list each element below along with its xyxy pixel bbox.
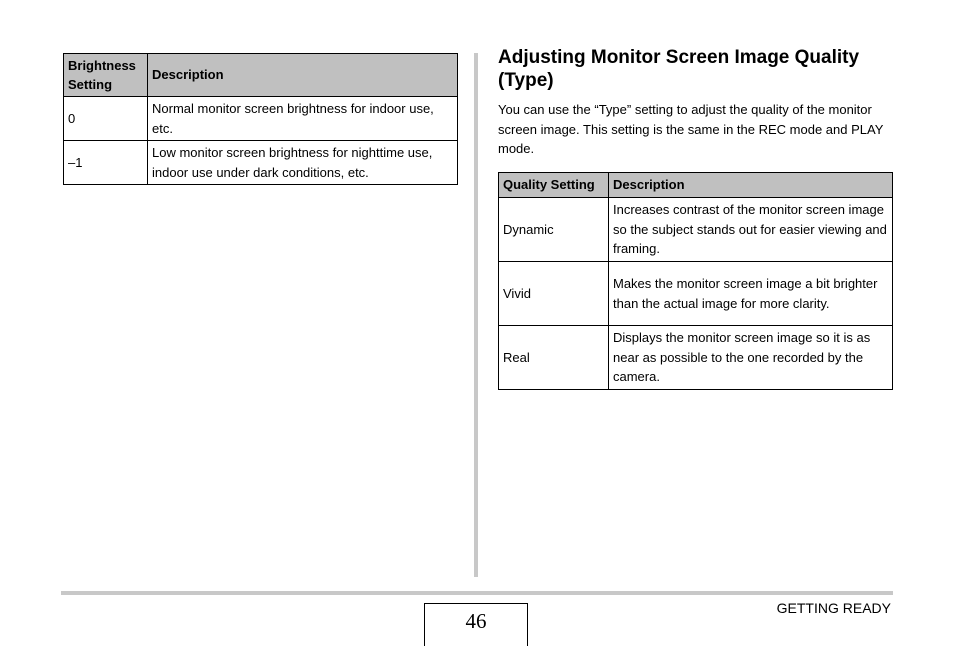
- section-title: Adjusting Monitor Screen Image Quality (Type): [498, 47, 860, 91]
- quality-setting-cell: Vivid: [499, 262, 609, 326]
- column-header-quality-setting: Quality Setting: [499, 173, 609, 198]
- table-row: [64, 141, 458, 185]
- chapter-label: GETTING READY: [776, 600, 891, 616]
- column-header-brightness-setting: Brightness Setting: [64, 54, 148, 97]
- table-row: [64, 97, 458, 141]
- table-header-row: [64, 54, 458, 97]
- page-number-box: [424, 603, 528, 646]
- column-divider: [474, 53, 478, 577]
- table-header-row: [499, 173, 893, 198]
- description-cell: Low monitor screen brightness for nighttime use, indoor use under dark conditions, etc.: [148, 141, 458, 185]
- quality-table: [498, 172, 893, 390]
- footer-rule: [61, 591, 893, 595]
- description-cell: Displays the monitor screen image so it is as near as possible to the one recorded by the camera.: [609, 326, 893, 390]
- page-number: 46: [465, 609, 487, 633]
- table-row: [499, 326, 893, 390]
- brightness-table: [63, 53, 458, 185]
- description-cell: Increases contrast of the monitor screen image so the subject stands out for easier viewing and framing.: [609, 198, 893, 262]
- brightness-setting-cell: –1: [64, 141, 148, 185]
- column-header-description: Description: [148, 54, 458, 97]
- table-row: [499, 262, 893, 326]
- description-cell: Normal monitor screen brightness for indoor use, etc.: [148, 97, 458, 141]
- description-cell: Makes the monitor screen image a bit brighter than the actual image for more clarity.: [609, 262, 893, 326]
- quality-setting-cell: Dynamic: [499, 198, 609, 262]
- intro-paragraph: You can use the “Type” setting to adjust the quality of the monitor screen image. This setting is the same in the REC mode and PLAY mode.: [498, 102, 884, 156]
- column-header-description: Description: [609, 173, 893, 198]
- table-row: [499, 198, 893, 262]
- brightness-setting-cell: 0: [64, 97, 148, 141]
- quality-setting-cell: Real: [499, 326, 609, 390]
